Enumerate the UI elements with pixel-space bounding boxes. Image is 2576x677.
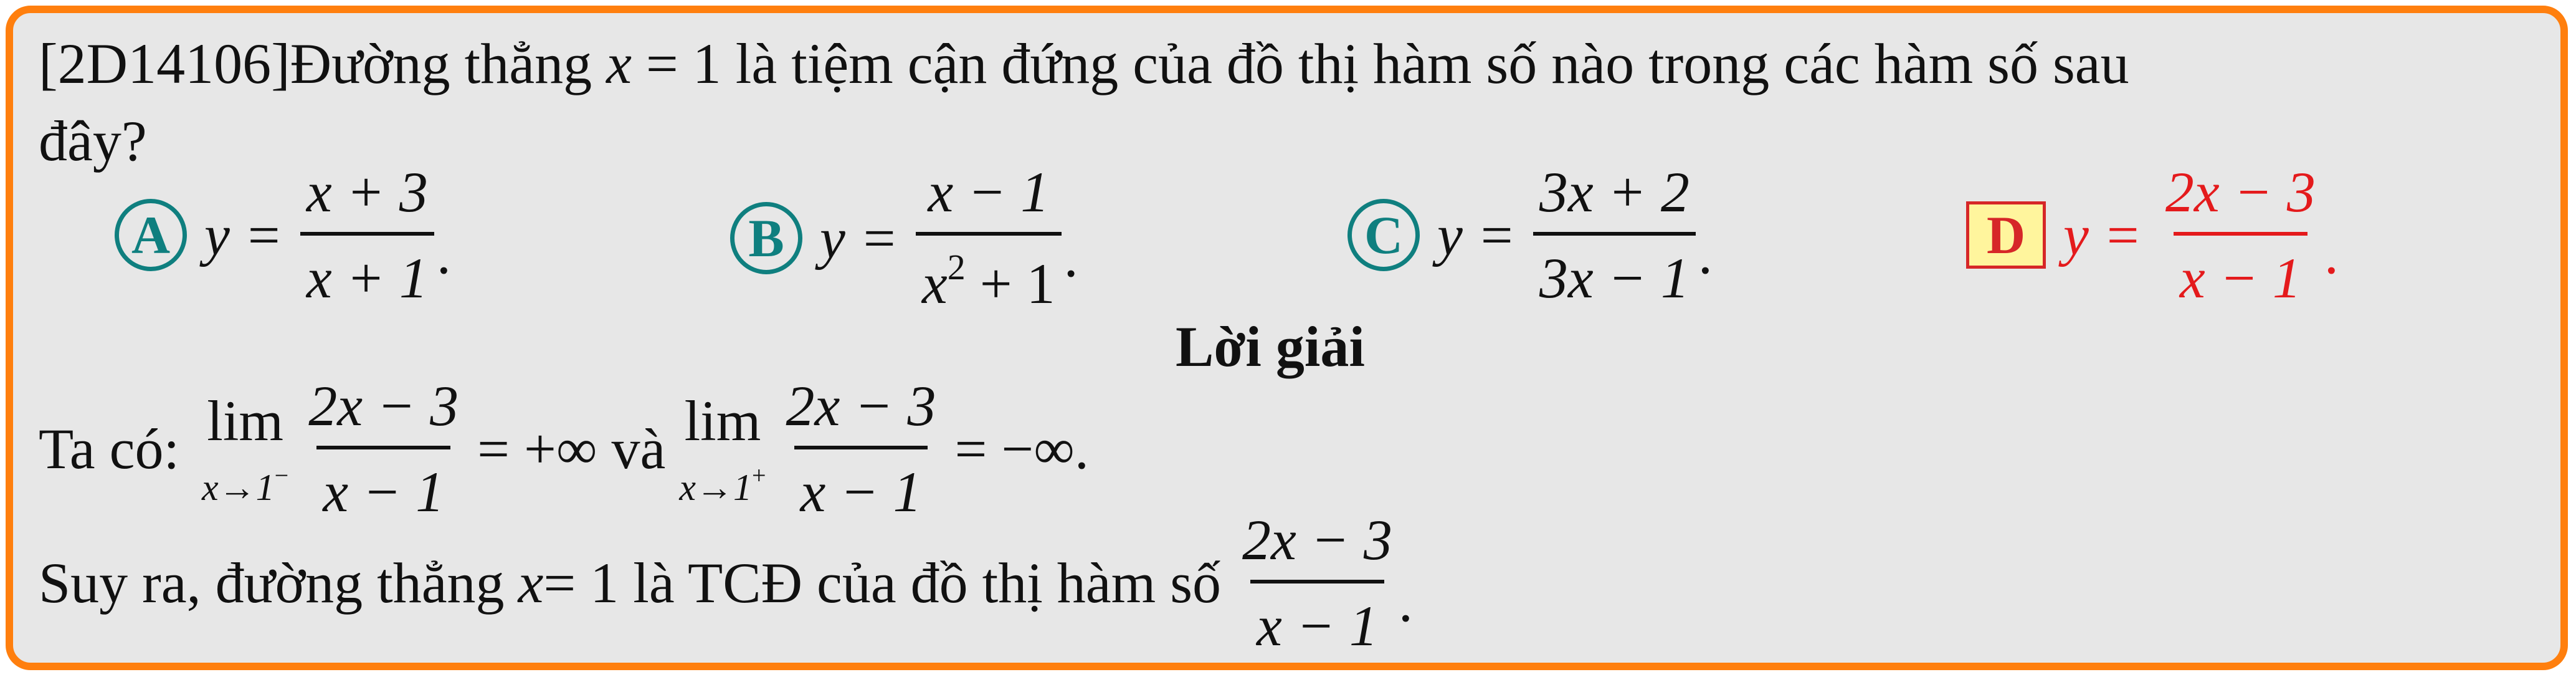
option-d[interactable] — [1966, 160, 2339, 310]
limit-right-word: lim — [684, 388, 761, 453]
limits-line — [39, 374, 1089, 524]
option-b-den-rest: + 1 — [965, 252, 1055, 315]
conclusion-line — [39, 508, 1413, 658]
option-a[interactable] — [115, 160, 451, 310]
conclusion-fraction — [1236, 508, 1399, 658]
limit-right-numerator: 2x − 3 — [786, 374, 936, 438]
conclusion-var: x — [518, 551, 544, 615]
option-a-lhs: y = — [204, 203, 283, 267]
limit-left-word: lim — [207, 388, 283, 453]
option-a-denominator: x + 1 — [300, 232, 434, 307]
conclusion-denominator: x − 1 — [1250, 580, 1384, 655]
limit-left-denominator: x − 1 — [316, 446, 450, 521]
limit-left-approach: x→1 — [202, 466, 275, 508]
option-d-fraction — [2159, 160, 2322, 310]
limit-left-fraction — [302, 374, 465, 524]
option-b-den-base: x — [921, 252, 948, 315]
limit-left-side: − — [274, 461, 289, 489]
question-text-start: Đường thẳng — [290, 32, 592, 95]
option-d-label: D — [1966, 201, 2046, 269]
ta-co-label: Ta có: — [39, 417, 180, 481]
option-c-label: C — [1347, 199, 1420, 271]
option-c-dot: . — [1698, 222, 1713, 286]
option-a-fraction — [300, 160, 434, 310]
option-b-fraction — [916, 160, 1062, 315]
question-line-1 — [39, 32, 2129, 95]
option-c-fraction — [1533, 160, 1696, 310]
option-a-label: A — [115, 199, 187, 271]
option-c[interactable] — [1347, 160, 1713, 310]
limit-right — [679, 388, 766, 508]
limit-left-result: = +∞ và — [477, 417, 666, 481]
question-text-end: = 1 là tiệm cận đứng của đồ thị hàm số nào trong các hàm số sau — [631, 32, 2129, 95]
option-b-denominator — [916, 232, 1062, 315]
option-a-numerator: x + 3 — [306, 160, 428, 224]
limit-left — [202, 388, 289, 508]
option-b[interactable] — [730, 160, 1078, 315]
conclusion-numerator: 2x − 3 — [1242, 508, 1392, 572]
limit-right-fraction — [780, 374, 943, 524]
limit-right-sub — [679, 463, 766, 506]
limit-right-side: + — [751, 461, 766, 489]
conclusion-mid: = 1 là TCĐ của đồ thị hàm số — [543, 551, 1221, 615]
question-code: [2D14106] — [39, 32, 290, 95]
limit-right-approach: x→1 — [679, 466, 752, 508]
option-b-label: B — [730, 202, 802, 274]
option-a-dot: . — [436, 222, 451, 286]
option-c-lhs: y = — [1437, 203, 1516, 267]
conclusion-dot: . — [1398, 570, 1413, 633]
option-d-numerator: 2x − 3 — [2165, 160, 2316, 224]
question-var-x: x — [606, 32, 632, 95]
option-b-lhs: y = — [820, 206, 898, 270]
option-b-dot: . — [1063, 224, 1078, 289]
option-c-numerator: 3x + 2 — [1539, 160, 1690, 224]
question-line-2: đây? — [39, 109, 147, 173]
option-d-denominator: x − 1 — [2174, 232, 2307, 307]
option-c-denominator: 3x − 1 — [1533, 232, 1696, 307]
limit-right-denominator: x − 1 — [794, 446, 928, 521]
limit-right-result: = −∞. — [954, 417, 1089, 481]
conclusion-pre: Suy ra, đường thẳng — [39, 551, 505, 615]
limit-left-sub — [202, 463, 288, 506]
option-b-den-exp: 2 — [947, 247, 966, 287]
option-d-dot: . — [2324, 222, 2339, 286]
option-b-numerator: x − 1 — [928, 160, 1050, 224]
solution-heading: Lời giải — [1176, 315, 1365, 378]
limit-left-numerator: 2x − 3 — [308, 374, 459, 438]
option-d-lhs: y = — [2063, 203, 2142, 267]
